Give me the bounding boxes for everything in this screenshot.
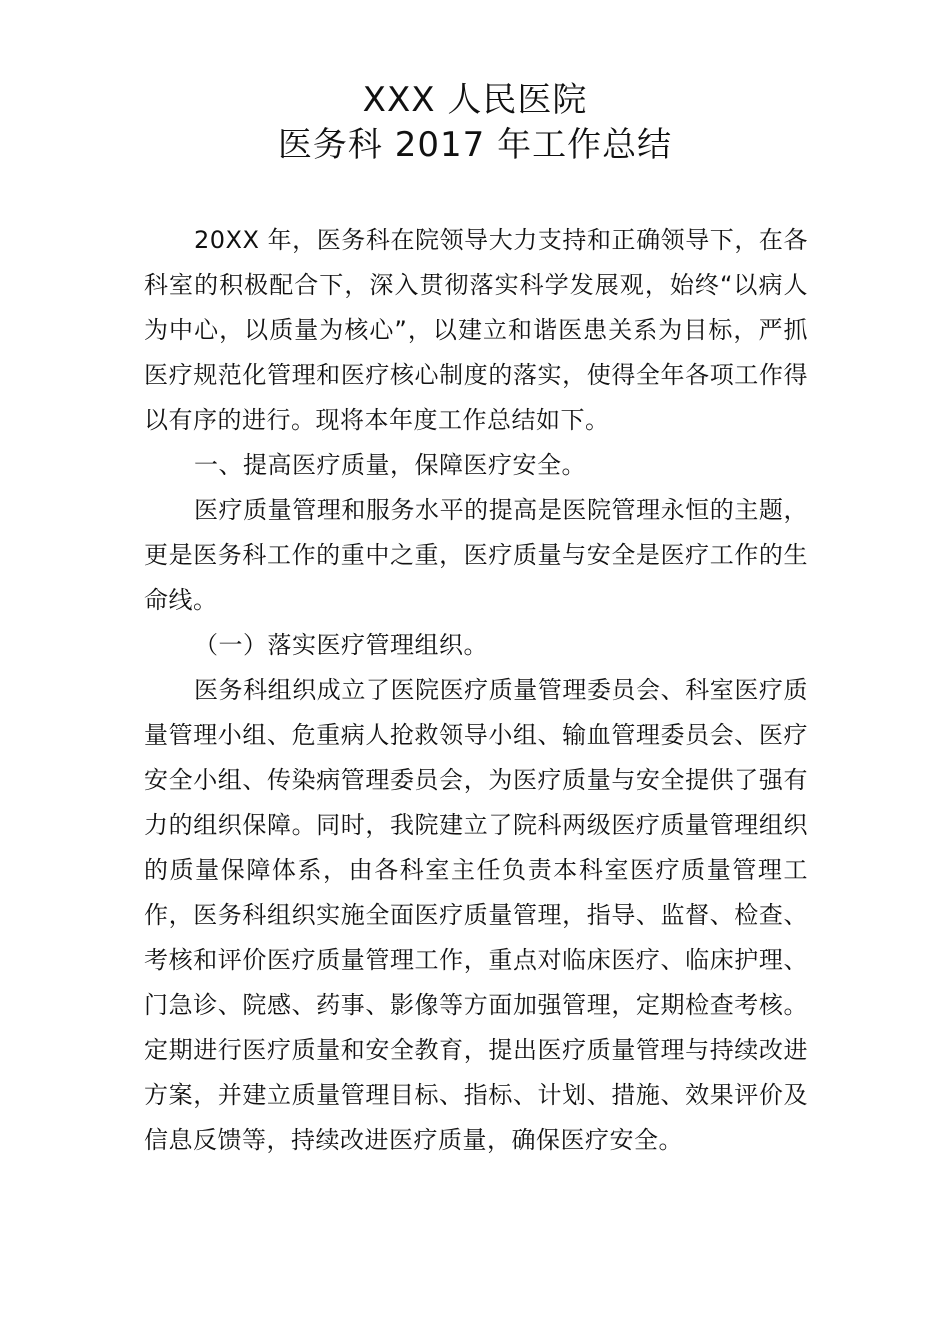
document-title: [0, 78, 950, 168]
subsection-heading-1: （一）落实医疗管理组织。: [194, 631, 488, 659]
section-1-paragraph: 医疗质量管理和服务水平的提高是医院管理永恒的主题，更是医务科工作的重中之重，医疗质量与安全是医疗工作的生命线。: [144, 496, 808, 614]
report-title-heading: 医务科 2017 年工作总结: [277, 125, 673, 165]
hospital-name-heading: XXX 人民医院: [362, 80, 588, 120]
subsection-1-paragraph: 医务科组织成立了医院医疗质量管理委员会、科室医疗质量管理小组、危重病人抢救领导小组、输血管理委员会、医疗安全小组、传染病管理委员会，为医疗质量与安全提供了强有力的组织保障。同时，我院建立了院科两级医疗质量管理组织的质量保障体系，由各科室主任负责本科室医疗质量管理工作，医务科组织实施全面医疗质量管理，指导、监督、检查、考核和评价医疗质量管理工作，重点对临床医疗、临床护理、门急诊、院感、药事、影像等方面加强管理，定期检查考核。定期进行医疗质量和安全教育，提出医疗质量管理与持续改进方案，并建立质量管理目标、指标、计划、措施、效果评价及信息反馈等，持续改进医疗质量，确保医疗安全。: [144, 676, 808, 1154]
document-body: [144, 218, 808, 1163]
intro-paragraph: 20XX 年，医务科在院领导大力支持和正确领导下，在各科室的积极配合下，深入贯彻落实科学发展观，始终“以病人为中心，以质量为核心”，以建立和谐医患关系为目标，严抓医疗规范化管理和医疗核心制度的落实，使得全年各项工作得以有序的进行。现将本年度工作总结如下。: [144, 226, 808, 434]
section-heading-1: 一、提高医疗质量，保障医疗安全。: [194, 451, 586, 479]
